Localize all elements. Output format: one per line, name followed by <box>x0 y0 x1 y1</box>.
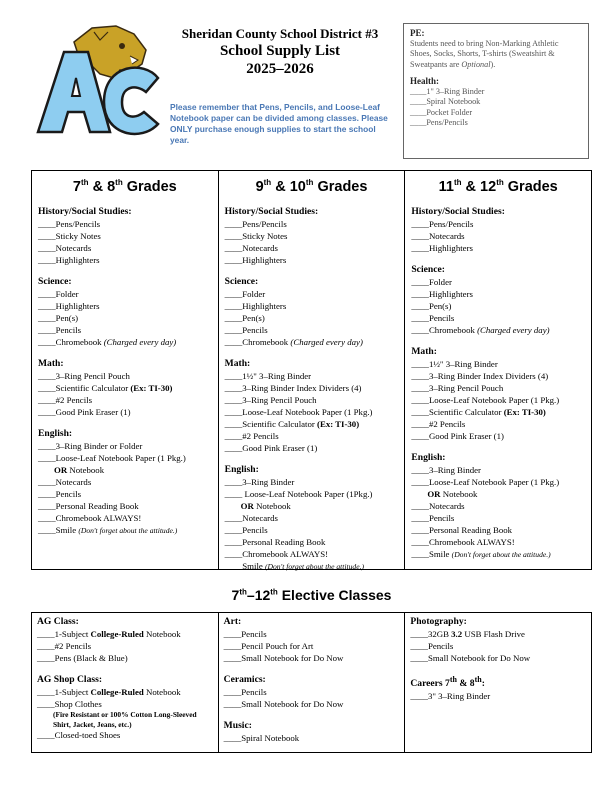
science-title: Science: <box>224 275 259 287</box>
list-item: ____1½" 3–Ring Binder <box>224 370 312 381</box>
ordinal-suffix: th <box>81 178 89 187</box>
list-item: ____Small Notebook for Do Now <box>223 653 344 663</box>
history-section <box>225 206 399 266</box>
or-word: OR <box>240 500 254 511</box>
list-item: ____Chromebook ALWAYS! <box>411 536 515 547</box>
english-section <box>225 464 399 573</box>
list-item <box>411 406 585 418</box>
list-item: ____Highlighters <box>411 288 473 299</box>
list-item: ____#2 Pencils <box>38 394 93 405</box>
list-item: ____32GB 3.2 USB Flash Drive <box>410 629 525 639</box>
list-item: ____Notecards <box>224 512 278 523</box>
list-item: ____Good Pink Eraser (1) <box>38 406 131 417</box>
science-section <box>38 276 212 348</box>
item-note: (Charged every day) <box>290 336 363 347</box>
electives-column-art <box>219 613 406 752</box>
grades-word: Grades <box>503 178 558 195</box>
grade-column-9-10 <box>219 171 406 569</box>
history-title: History/Social Studies: <box>224 205 319 217</box>
list-item: ____Highlighters <box>38 254 100 265</box>
list-item: ____Highlighters <box>411 242 473 253</box>
list-item: ____Pencils <box>38 324 82 335</box>
list-item <box>411 488 585 500</box>
list-item <box>38 382 212 394</box>
list-item: ____Small Notebook for Do Now <box>410 653 531 663</box>
ceramics-list <box>224 686 400 710</box>
list-item: ____3–Ring Pencil Pouch <box>411 382 504 393</box>
list-item <box>38 524 212 537</box>
electives-column-ag <box>32 613 219 752</box>
list-item: ____3–Ring Binder Index Dividers (4) <box>411 370 549 381</box>
list-item: ____Notecards <box>38 242 92 253</box>
electives-table <box>31 612 592 753</box>
list-item: ____1-Subject College-Ruled Notebook <box>37 687 181 697</box>
photography-title: Photography: <box>410 616 467 627</box>
item-example: (Ex: TI-30) <box>503 406 546 417</box>
school-year: 2025–2026 <box>246 61 314 77</box>
history-title: History/Social Studies: <box>38 205 132 217</box>
list-item: ____ Loose-Leaf Notebook Paper (1Pkg.) <box>224 488 373 499</box>
list-item: ____Pencils <box>410 641 454 651</box>
item-text: ____Smile <box>38 524 79 535</box>
grade-number: 9 <box>255 178 264 195</box>
science-title: Science: <box>38 275 72 287</box>
math-section <box>225 358 399 454</box>
list-item: ____Notecards <box>38 476 92 487</box>
music-list <box>224 732 400 744</box>
list-item: ____Highlighters <box>224 254 287 265</box>
item-text: ____Smile <box>411 548 452 559</box>
grade-heading <box>225 173 399 197</box>
item-example: (Ex: TI-30) <box>317 418 360 429</box>
list-item: ____Loose-Leaf Notebook Paper (1 Pkg.) <box>411 394 560 405</box>
photo-list <box>410 640 586 664</box>
item-text: Notebook <box>440 488 478 499</box>
grade-number: 10 <box>289 178 306 195</box>
ampersand: & <box>271 178 290 195</box>
list-item <box>225 336 399 348</box>
science-section <box>225 276 399 348</box>
careers-list <box>410 690 586 702</box>
electives-heading: 7th–12th Elective Classes <box>231 587 392 603</box>
list-item: ____Pens/Pencils <box>410 118 468 127</box>
list-item <box>225 418 399 430</box>
english-title: English: <box>411 451 446 463</box>
list-item: ____3–Ring Pencil Pouch <box>38 370 130 381</box>
grade-heading <box>411 173 585 197</box>
math-title: Math: <box>224 357 251 369</box>
pe-health-box <box>403 23 589 159</box>
list-item <box>225 560 399 573</box>
list-item: ____Pencils <box>224 524 268 535</box>
list-item: ____Pen(s) <box>38 312 79 323</box>
grades-word: Grades <box>122 178 177 195</box>
health-list <box>410 87 582 129</box>
list-item: ____Personal Reading Book <box>38 500 139 511</box>
electives-column-photo <box>405 613 591 752</box>
school-logo <box>34 20 164 140</box>
list-item: ____Sticky Notes <box>38 230 101 241</box>
list-item: ____Closed-toed Shoes <box>37 730 121 740</box>
ag-shop-title: AG Shop Class: <box>37 674 103 685</box>
list-item: ____3–Ring Binder <box>224 476 295 487</box>
ag-class-title: AG Class: <box>37 616 79 627</box>
list-item: ____Small Notebook for Do Now <box>223 699 344 709</box>
item-text: ____Chromebook <box>38 336 104 347</box>
list-item: ____Pencils <box>38 488 82 499</box>
list-item: ____3–Ring Pencil Pouch <box>224 394 317 405</box>
list-item: ____Folder <box>224 288 266 299</box>
pe-title: PE: <box>410 28 425 38</box>
list-item: ____Pens/Pencils <box>38 218 101 229</box>
supply-note: Please remember that Pens, Pencils, and Loose-Leaf Notebook paper can be divided among classes. Please ONLY purchase enough supplies to start the school year. <box>170 102 388 145</box>
list-item: ____Pens (Black & Blue) <box>37 653 128 663</box>
item-note: (Don't forget about the attitude.) <box>451 549 551 559</box>
list-item: ____Notecards <box>411 500 465 511</box>
list-item: ____1½" 3–Ring Binder <box>411 358 498 369</box>
ag-list <box>37 640 213 664</box>
list-item: ____Personal Reading Book <box>224 536 326 547</box>
list-item: ____3–Ring Binder Index Dividers (4) <box>224 382 362 393</box>
math-section <box>411 346 585 442</box>
item-note: (Charged every day) <box>103 336 177 347</box>
item-note: (Don't forget about the attitude.) <box>265 561 364 571</box>
list-item: ____Loose-Leaf Notebook Paper (1 Pkg.) <box>38 452 186 463</box>
list-item: ____Folder <box>38 288 79 299</box>
ordinal-suffix: th <box>263 178 272 187</box>
list-item: ____Highlighters <box>224 300 287 311</box>
item-note: (Charged every day) <box>477 324 550 335</box>
list-item: ____Pocket Folder <box>410 107 473 117</box>
grade-heading <box>38 173 212 197</box>
grades-word: Grades <box>313 178 368 195</box>
grade-number: 11 <box>438 178 454 195</box>
list-item: ____Pencils <box>411 312 455 323</box>
list-item: ____Good Pink Eraser (1) <box>411 430 504 441</box>
grade-number: 7 <box>72 178 81 195</box>
shop-clothes-note: (Fire Resistant or 100% Cotton Long-Sleeved Shirt, Jacket, Jeans, etc.) <box>53 710 197 729</box>
district-name: Sheridan County School District #3 <box>181 26 379 41</box>
history-section <box>38 206 212 266</box>
list-item: ____Notecards <box>411 230 465 241</box>
list-item: ____#2 Pencils <box>411 418 466 429</box>
list-item: ____Pencil Pouch for Art <box>223 641 314 651</box>
list-item: ____3–Ring Binder or Folder <box>38 440 143 451</box>
english-title: English: <box>38 427 73 439</box>
science-section <box>411 264 585 336</box>
item-text: ____Scientific Calculator <box>38 382 131 393</box>
english-section <box>38 428 212 537</box>
english-title: English: <box>224 463 259 475</box>
list-item: ____Shop Clothes <box>37 699 102 709</box>
list-item: ____Notecards <box>224 242 278 253</box>
ordinal-suffix: th <box>305 178 314 187</box>
item-example: (Ex: TI-30) <box>130 382 173 393</box>
art-title: Art: <box>223 616 242 627</box>
list-item: ____1-Subject College-Ruled Notebook <box>37 629 181 639</box>
document-header <box>164 26 396 78</box>
pe-text: Students need to bring Non-Marking Athletic Shoes, Socks, Shorts, T-shirts (Sweatshirt & Sweatpants are Optional). <box>410 38 559 69</box>
list-item <box>411 548 585 561</box>
grade-column-11-12 <box>405 171 591 569</box>
item-text: Notebook <box>67 464 105 475</box>
list-item: ____1" 3–Ring Binder <box>410 86 485 96</box>
math-section <box>38 358 212 418</box>
cougar-logo-icon <box>34 20 164 140</box>
ordinal-suffix: th <box>115 178 123 187</box>
item-text: Notebook <box>253 500 291 511</box>
music-title: Music: <box>223 720 252 731</box>
grade-column-7-8 <box>32 171 219 569</box>
list-item: ____Pens/Pencils <box>224 218 287 229</box>
art-list <box>224 628 400 664</box>
history-title: History/Social Studies: <box>411 205 505 217</box>
document-title: School Supply List <box>219 43 341 59</box>
list-item: ____Highlighters <box>38 300 100 311</box>
ordinal-suffix: th <box>453 178 462 187</box>
list-item <box>38 336 212 348</box>
or-word: OR <box>54 464 68 475</box>
list-item: ____3" 3–Ring Binder <box>410 691 491 702</box>
list-item: ____Pencils <box>411 512 455 523</box>
list-item: ____Folder <box>411 276 452 287</box>
english-section <box>411 452 585 561</box>
list-item: ____Personal Reading Book <box>411 524 513 535</box>
ampersand: & <box>461 178 481 195</box>
science-title: Science: <box>411 263 445 275</box>
list-item: ____#2 Pencils <box>224 430 279 441</box>
math-title: Math: <box>411 345 437 357</box>
list-item: ____Loose-Leaf Notebook Paper (1 Pkg.) <box>224 406 373 417</box>
item-text: ____Chromebook <box>411 324 478 335</box>
list-item: ____Chromebook ALWAYS! <box>38 512 142 523</box>
list-item: ____Pen(s) <box>411 300 452 311</box>
list-item: ____Pencils <box>224 324 268 335</box>
list-item: ____Spiral Notebook <box>223 733 300 743</box>
careers-title: Careers 7th & 8th: <box>410 675 485 690</box>
list-item: ____Sticky Notes <box>224 230 288 241</box>
or-word: OR <box>427 488 441 499</box>
grade-number: 8 <box>107 178 116 195</box>
item-text: ____Scientific Calculator <box>411 406 504 417</box>
history-section <box>411 206 585 254</box>
ceramics-title: Ceramics: <box>223 674 266 685</box>
list-item: ____Chromebook ALWAYS! <box>224 548 329 559</box>
list-item: ____Loose-Leaf Notebook Paper (1 Pkg.) <box>411 476 560 487</box>
list-item: ____Pencils <box>223 687 267 697</box>
grade-number: 12 <box>480 178 497 195</box>
math-title: Math: <box>38 357 64 369</box>
item-note: (Don't forget about the attitude.) <box>78 525 178 535</box>
list-item: ____Pens/Pencils <box>411 218 474 229</box>
grade-supply-table <box>31 170 592 570</box>
item-text: ____Smile <box>224 560 265 571</box>
list-item <box>38 464 212 476</box>
list-item: ____Pencils <box>223 629 267 639</box>
ampersand: & <box>88 178 108 195</box>
health-title: Health: <box>410 76 439 86</box>
list-item: ____Good Pink Eraser (1) <box>224 442 318 453</box>
list-item: ____3–Ring Binder <box>411 464 481 475</box>
list-item <box>225 500 399 512</box>
list-item: ____#2 Pencils <box>37 641 92 651</box>
ordinal-suffix: th <box>496 178 504 187</box>
item-text: ____Chromebook <box>224 336 291 347</box>
item-text: ____Scientific Calculator <box>224 418 318 429</box>
list-item: ____Pen(s) <box>224 312 265 323</box>
list-item: ____Spiral Notebook <box>410 97 481 106</box>
list-item <box>411 324 585 336</box>
